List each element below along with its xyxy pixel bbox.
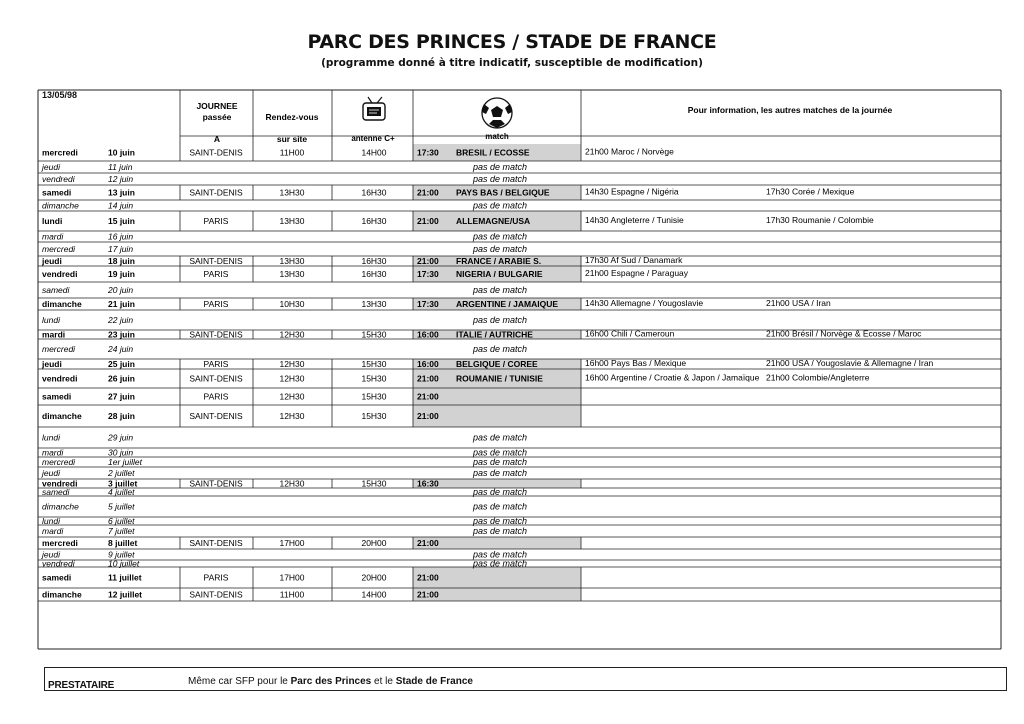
footer-note: Même car SFP pour le Parc des Princes et le Stade de France [188, 676, 473, 687]
row-date: 7 juillet [108, 526, 135, 536]
row-date: 11 juin [108, 162, 133, 172]
row-date: 18 juin [108, 256, 135, 266]
row-day: dimanche [42, 501, 79, 512]
row-day: lundi [42, 315, 60, 325]
row-day: mercredi [42, 538, 78, 548]
row-match: NIGERIA / BULGARIE [456, 269, 543, 279]
row-day: mercredi [42, 344, 76, 354]
header-antenne: antenne C+ [351, 134, 395, 143]
row-other-match: 16h00 Pays Bas / Mexique [585, 358, 687, 368]
row-match: PAYS BAS / BELGIQUE [456, 187, 550, 198]
row-antenne: 16H30 [361, 256, 387, 266]
row-date: 28 juin [108, 411, 135, 421]
row-date: 13 juin [108, 187, 135, 198]
row-date: 11 juillet [108, 572, 142, 583]
header-match: match [485, 132, 509, 141]
row-place: SAINT-DENIS [189, 373, 243, 384]
row-other-match: 14h30 Espagne / Nigéria [585, 186, 679, 197]
pas-de-match: pas de match [472, 344, 528, 354]
row-day: vendredi [42, 558, 75, 569]
row-match-time: 17:30 [417, 299, 439, 309]
document-title: PARC DES PRINCES / STADE DE FRANCE [307, 31, 717, 53]
row-match: BRESIL / ECOSSE [456, 147, 530, 158]
row-date: 19 juin [108, 269, 135, 279]
row-date: 16 juin [108, 231, 134, 242]
row-match-time: 16:00 [417, 329, 439, 340]
row-day: jeudi [42, 162, 60, 172]
row-antenne: 14H00 [361, 147, 387, 158]
row-place: SAINT-DENIS [189, 147, 243, 158]
row-match-time: 21:00 [417, 538, 439, 548]
row-day: lundi [42, 516, 60, 526]
row-place: SAINT-DENIS [189, 589, 243, 600]
row-date: 4 juillet [108, 487, 135, 497]
pas-de-match: pas de match [472, 200, 528, 211]
row-rendezvous: 12H30 [279, 411, 305, 421]
row-rendezvous: 12H30 [279, 478, 305, 489]
row-date: 12 juillet [108, 589, 143, 600]
row-day: mercredi [42, 457, 76, 467]
row-date: 20 juin [108, 285, 134, 295]
row-day: mardi [42, 526, 64, 536]
row-day: samedi [42, 187, 72, 198]
row-date: 9 juillet [108, 549, 135, 560]
pas-de-match: pas de match [472, 487, 528, 497]
row-day: samedi [42, 391, 72, 402]
row-date: 6 juillet [108, 516, 135, 526]
row-match-time: 21:00 [417, 411, 439, 421]
row-rendezvous: 13H30 [279, 269, 305, 279]
row-date: 30 juin [108, 447, 134, 458]
row-antenne: 15H30 [361, 391, 387, 402]
row-antenne: 16H30 [361, 269, 387, 279]
row-date: 26 juin [108, 373, 135, 384]
row-date: 17 juin [108, 244, 134, 254]
row-other-match: 17h30 Roumanie / Colombie [766, 215, 874, 225]
tv-antenna-right [377, 97, 382, 103]
row-place: PARIS [203, 299, 229, 309]
row-other-match: 21h00 Brésil / Norvège & Ecosse / Maroc [766, 328, 922, 339]
header-rdv: Rendez-vous [265, 112, 319, 122]
row-date: 1er juillet [108, 457, 143, 467]
pas-de-match: pas de match [472, 174, 528, 184]
pas-de-match: pas de match [472, 432, 528, 443]
row-rendezvous: 11H00 [279, 147, 305, 158]
row-day: vendredi [42, 373, 78, 384]
pas-de-match: pas de match [472, 231, 528, 242]
row-other-match: 21h00 USA / Yougoslavie & Allemagne / Iran [766, 358, 934, 368]
row-rendezvous: 12H30 [279, 373, 305, 384]
header-journee-a: A [213, 134, 221, 144]
row-rendezvous: 10H30 [279, 299, 305, 309]
row-match: BELGIQUE / COREE [456, 359, 538, 369]
row-rendezvous: 17H00 [279, 572, 305, 583]
row-place: SAINT-DENIS [189, 478, 243, 489]
row-day: lundi [42, 432, 60, 443]
pas-de-match: pas de match [472, 244, 528, 254]
row-match: ARGENTINE / JAMAIQUE [456, 299, 559, 309]
row-match-time: 21:00 [417, 216, 439, 226]
tv-antenna-left [368, 97, 372, 103]
row-date: 3 juillet [108, 478, 138, 489]
row-match-time: 21:00 [417, 572, 439, 583]
row-match-time: 17:30 [417, 269, 439, 279]
row-day: mercredi [42, 147, 78, 158]
row-day: lundi [42, 216, 63, 226]
row-place: SAINT-DENIS [189, 411, 243, 421]
pas-de-match: pas de match [472, 516, 528, 526]
pas-de-match: pas de match [472, 558, 528, 569]
row-date: 23 juin [108, 329, 135, 340]
row-antenne: 15H30 [361, 478, 387, 489]
row-day: dimanche [42, 411, 82, 421]
row-day: samedi [42, 487, 70, 497]
row-rendezvous: 13H30 [279, 187, 305, 198]
header-info: Pour information, les autres matches de la journée [687, 105, 893, 115]
row-rendezvous: 17H00 [279, 538, 305, 548]
pas-de-match: pas de match [472, 468, 528, 478]
pas-de-match: pas de match [472, 315, 528, 325]
row-place: PARIS [203, 216, 229, 226]
row-antenne: 15H30 [361, 359, 387, 369]
row-rendezvous: 12H30 [279, 391, 305, 402]
pas-de-match: pas de match [472, 447, 528, 458]
row-place: PARIS [203, 391, 229, 402]
pas-de-match: pas de match [472, 501, 528, 512]
row-match-time: 21:00 [417, 256, 439, 266]
row-match-time: 21:00 [417, 373, 439, 384]
row-date: 5 juillet [108, 501, 135, 512]
row-antenne: 20H00 [361, 572, 387, 583]
document-subtitle: (programme donné à titre indicatif, susceptible de modification) [321, 57, 703, 69]
row-antenne: 13H30 [361, 299, 387, 309]
row-other-match: 17h30 Af Sud / Danamark [585, 255, 683, 265]
row-day: jeudi [42, 256, 62, 266]
row-match-time: 21:00 [417, 589, 439, 600]
row-day: mercredi [42, 244, 76, 254]
row-date: 27 juin [108, 391, 135, 402]
row-match: ROUMANIE / TUNISIE [456, 373, 543, 384]
row-place: SAINT-DENIS [189, 256, 243, 266]
row-date: 15 juin [108, 216, 135, 226]
row-day: mardi [42, 231, 64, 242]
row-other-match: 17h30 Corée / Mexique [766, 186, 855, 197]
row-match: ITALIE / AUTRICHE [456, 329, 533, 340]
row-antenne: 20H00 [361, 538, 387, 548]
header-rdv-site: sur site [276, 134, 308, 144]
row-match-time: 16:30 [417, 478, 439, 489]
pas-de-match: pas de match [472, 285, 528, 295]
row-match-time: 16:00 [417, 359, 439, 369]
row-place: SAINT-DENIS [189, 538, 243, 548]
footer-label: PRESTATAIRE [48, 680, 115, 691]
row-place: PARIS [203, 269, 229, 279]
row-other-match: 16h00 Chili / Cameroun [585, 328, 675, 339]
row-day: vendredi [42, 478, 78, 489]
row-rendezvous: 12H30 [279, 359, 305, 369]
row-day: jeudi [42, 549, 60, 560]
row-place: PARIS [203, 572, 229, 583]
document-date: 13/05/98 [42, 90, 78, 100]
row-date: 10 juin [108, 147, 135, 158]
row-date: 29 juin [108, 432, 134, 443]
row-match-time: 21:00 [417, 391, 439, 402]
pas-de-match: pas de match [472, 162, 528, 172]
row-other-match: 16h00 Argentine / Croatie & Japon / Jamaïque [585, 372, 760, 383]
row-other-match: 21h00 Colombie/Angleterre [766, 372, 870, 383]
row-date: 24 juin [108, 344, 134, 354]
row-other-match: 14h30 Allemagne / Yougoslavie [585, 298, 704, 308]
row-day: vendredi [42, 174, 75, 184]
row-day: dimanche [42, 200, 79, 211]
row-antenne: 16H30 [361, 187, 387, 198]
row-day: samedi [42, 572, 72, 583]
row-rendezvous: 12H30 [279, 329, 305, 340]
pas-de-match: pas de match [472, 526, 528, 536]
row-day: jeudi [42, 468, 60, 478]
row-antenne: 15H30 [361, 411, 387, 421]
row-match-time: 17:30 [417, 147, 439, 158]
row-date: 22 juin [108, 315, 134, 325]
row-place: SAINT-DENIS [189, 187, 243, 198]
row-day: vendredi [42, 269, 78, 279]
pas-de-match: pas de match [472, 457, 528, 467]
row-antenne: 15H30 [361, 373, 387, 384]
tv-screen [367, 107, 381, 116]
row-rendezvous: 13H30 [279, 256, 305, 266]
row-day: mardi [42, 447, 64, 458]
pas-de-match: pas de match [472, 549, 528, 560]
row-antenne: 14H00 [361, 589, 387, 600]
row-day: jeudi [42, 359, 62, 369]
row-date: 25 juin [108, 359, 135, 369]
row-rendezvous: 13H30 [279, 216, 305, 226]
header-journee-passee: passée [202, 112, 232, 122]
row-other-match: 21h00 Espagne / Paraguay [585, 268, 689, 278]
row-other-match: 14h30 Angleterre / Tunisie [585, 215, 684, 225]
row-rendezvous: 11H00 [279, 589, 305, 600]
row-day: mardi [42, 329, 66, 340]
row-date: 2 juillet [108, 468, 135, 478]
row-date: 12 juin [108, 174, 134, 184]
row-date: 21 juin [108, 299, 135, 309]
row-antenne: 15H30 [361, 329, 387, 340]
row-place: PARIS [203, 359, 229, 369]
header-journee: JOURNEE [196, 101, 238, 111]
row-place: SAINT-DENIS [189, 329, 243, 340]
row-match-time: 21:00 [417, 187, 439, 198]
row-day: samedi [42, 285, 70, 295]
row-antenne: 16H30 [361, 216, 387, 226]
row-day: dimanche [42, 299, 82, 309]
row-other-match: 21h00 USA / Iran [766, 298, 831, 308]
row-date: 14 juin [108, 200, 134, 211]
row-other-match: 21h00 Maroc / Norvège [585, 146, 674, 157]
row-match: ALLEMAGNE/USA [456, 216, 531, 226]
row-match: FRANCE / ARABIE S. [456, 256, 542, 266]
row-date: 8 juillet [108, 538, 138, 548]
row-day: dimanche [42, 589, 82, 600]
row-date: 10 juillet [108, 558, 140, 569]
